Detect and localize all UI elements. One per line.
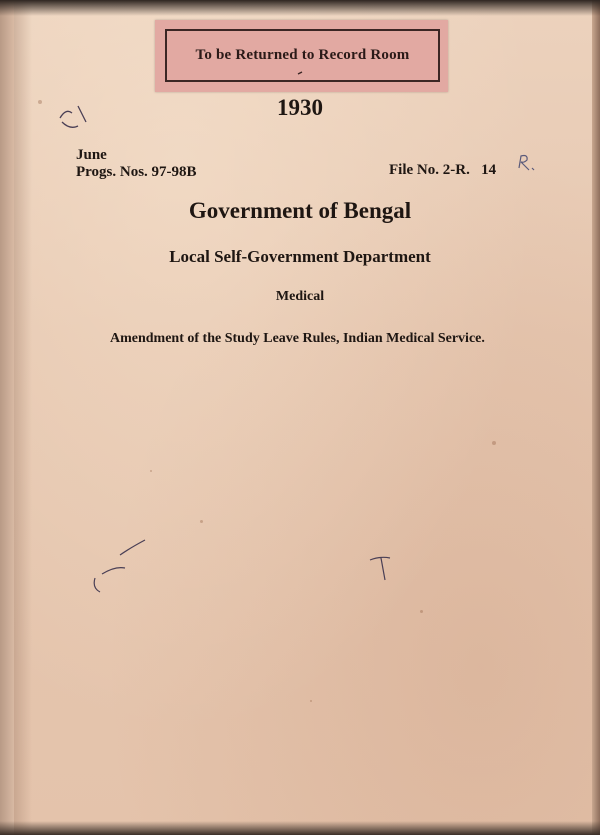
record-room-label	[155, 20, 448, 92]
foxing-speck	[200, 520, 203, 523]
foxing-speck	[420, 610, 423, 613]
left-edge	[0, 0, 14, 835]
label-border	[165, 29, 440, 82]
month: June	[76, 147, 107, 163]
branch-title: Medical	[275, 289, 325, 304]
pencil-mark-middle-left	[94, 540, 145, 592]
pencil-mark-file	[519, 156, 534, 171]
top-edge	[0, 0, 600, 16]
proceedings-numbers: Progs. Nos. 97-98B	[76, 164, 197, 180]
label-text: To be Returned to Record Room	[195, 47, 410, 63]
department-title: Local Self-Government Department	[169, 247, 431, 266]
year: 1930	[277, 95, 323, 120]
foxing-speck	[492, 441, 496, 445]
left-edge-shadow	[14, 0, 32, 835]
pencil-mark-middle	[370, 557, 390, 580]
subject-line: Amendment of the Study Leave Rules, Indian Medical Service.	[110, 331, 485, 346]
foxing-speck	[310, 700, 312, 702]
right-edge	[592, 0, 600, 835]
government-title: Government of Bengal	[188, 198, 412, 223]
file-number: File No. 2-R. 14	[389, 162, 497, 178]
bottom-edge	[0, 821, 600, 835]
foxing-speck	[150, 470, 152, 472]
